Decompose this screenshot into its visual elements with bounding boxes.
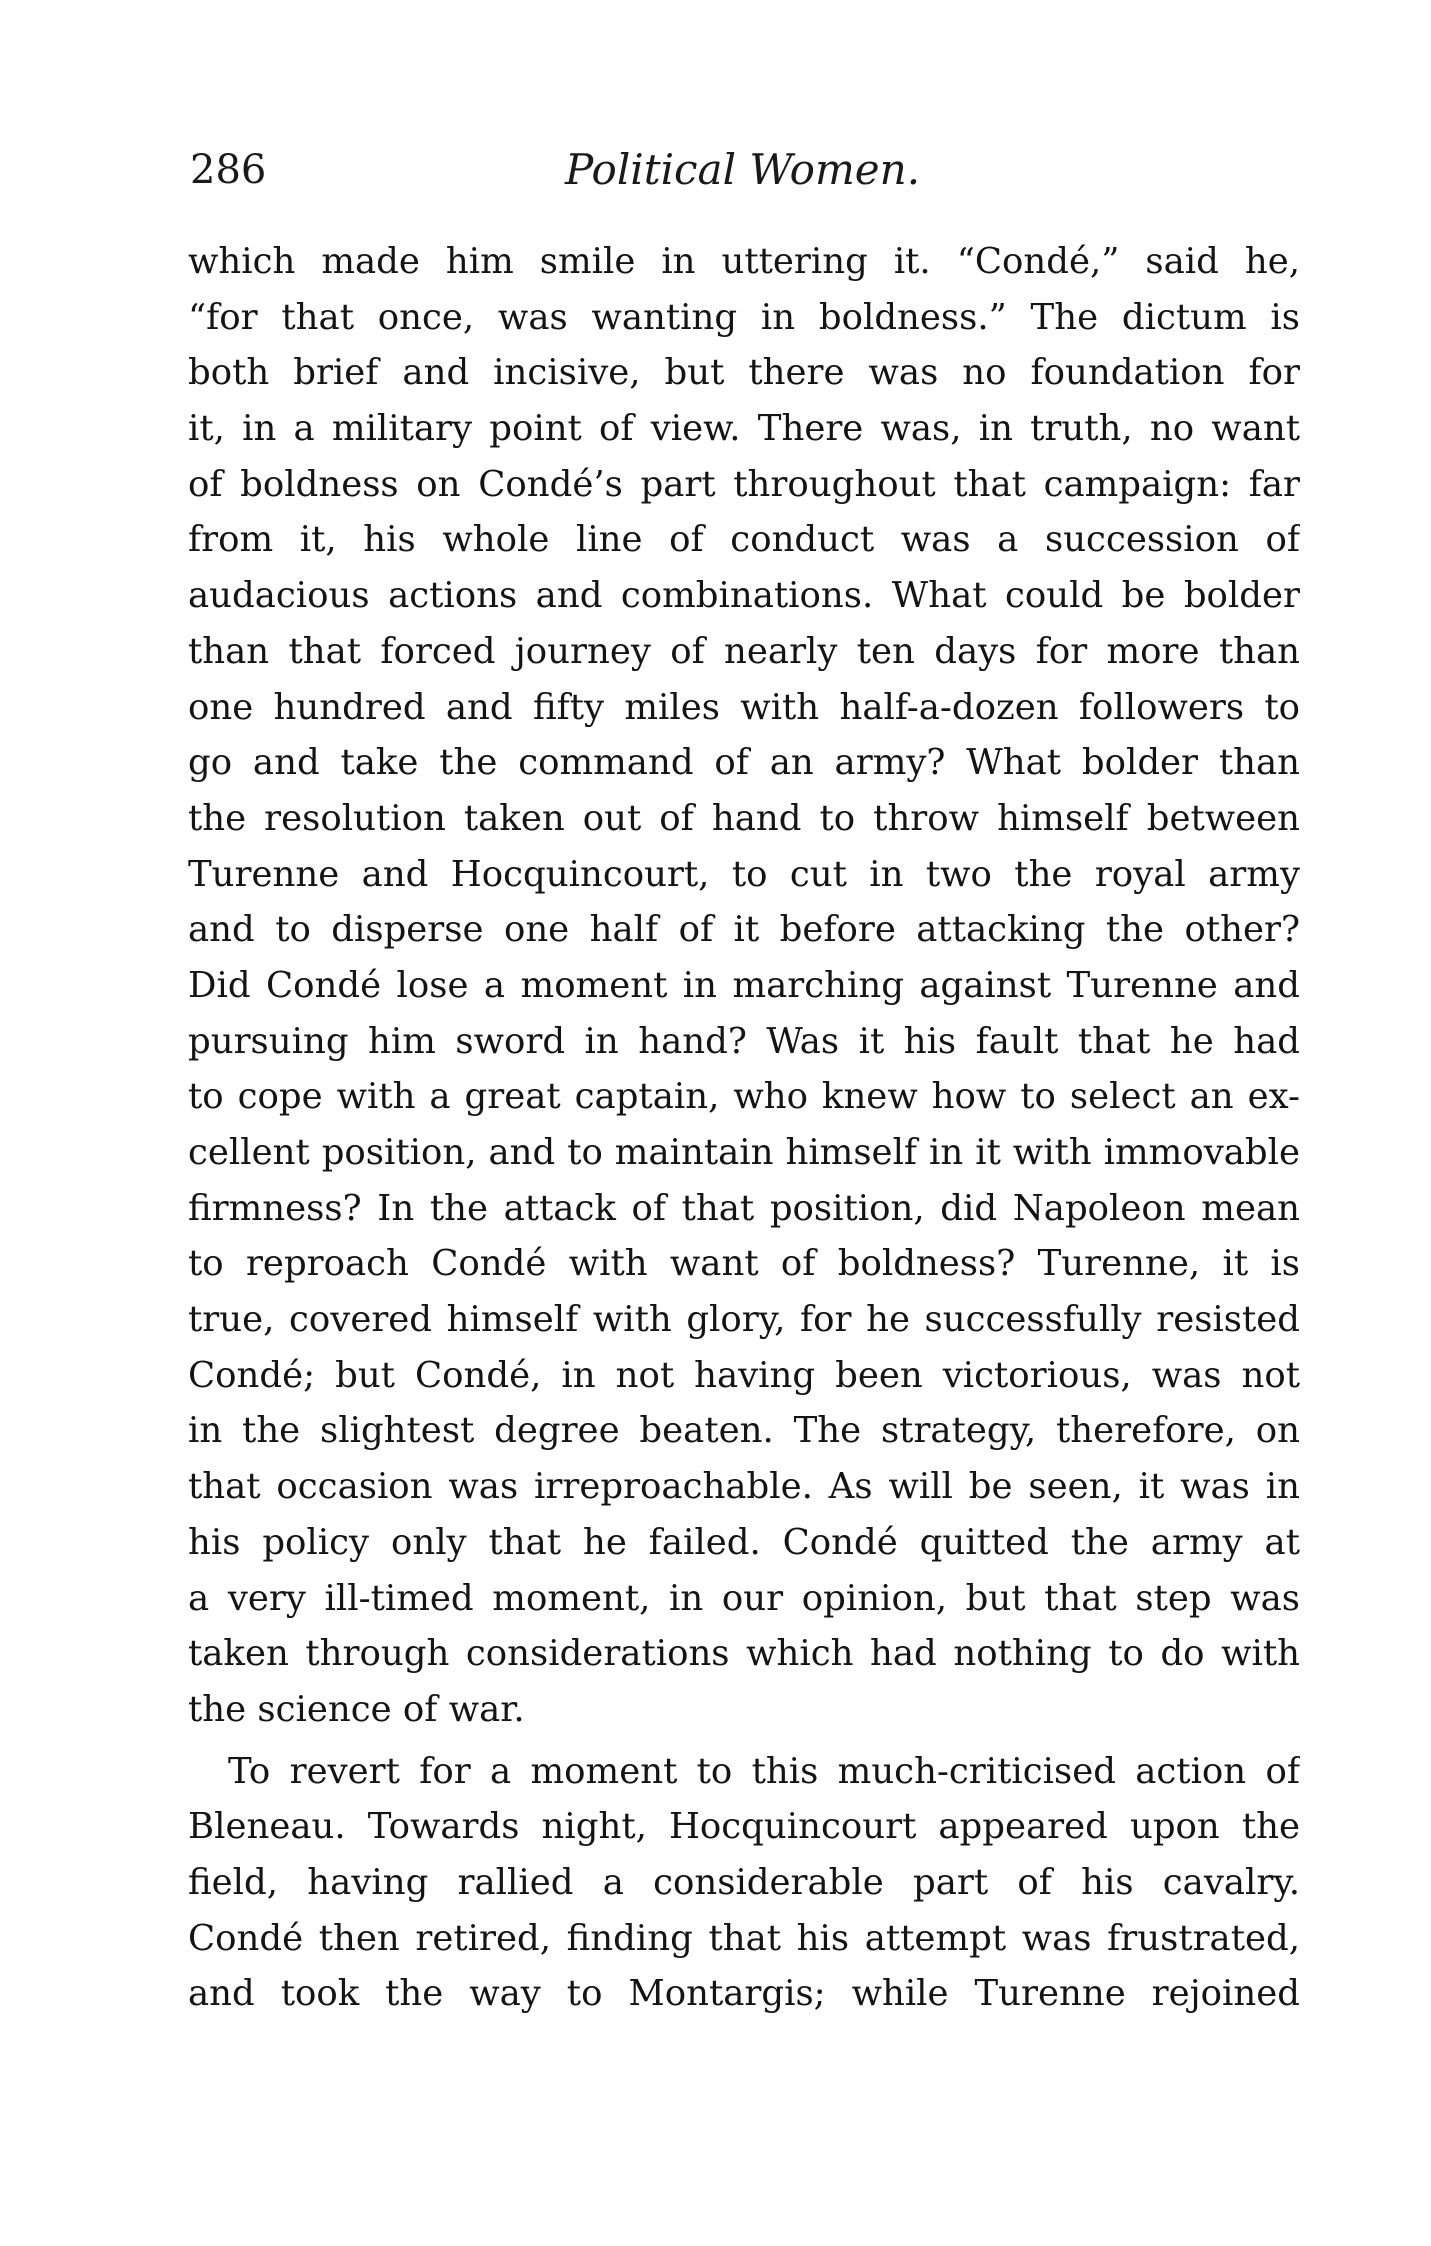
text-line: which made him smile in uttering it. “Condé,” said he, <box>188 241 1300 282</box>
running-title: Political Women. <box>565 145 921 194</box>
text-line: To revert for a moment to this much-criticised action of <box>228 1750 1300 1792</box>
text-line: the science of war. <box>188 1688 525 1730</box>
page-header <box>190 140 1310 200</box>
text-line: Bleneau. Towards night, Hocquincourt appeared upon the <box>188 1806 1300 1848</box>
text-line: to cope with a great captain, who knew how to select an ex- <box>188 1076 1300 1118</box>
text-line: Condé then retired, finding that his attempt was frustrated, <box>188 1917 1300 1959</box>
text-line: Did Condé lose a moment in marching against Turenne and <box>188 964 1300 1006</box>
text-line: field, having rallied a considerable part of his cavalry. <box>188 1861 1300 1903</box>
text-line: taken through considerations which had nothing to do with <box>188 1633 1300 1675</box>
text-line: true, covered himself with glory, for he successfully resisted <box>188 1299 1300 1341</box>
text-line: and took the way to Montargis; while Turenne rejoined <box>188 1973 1300 2015</box>
text-line: Turenne and Hocquincourt, to cut in two the royal army <box>188 853 1300 895</box>
text-line: “for that once, was wanting in boldness.” The dictum is <box>188 296 1300 338</box>
text-line: Condé; but Condé, in not having been victorious, was not <box>188 1354 1300 1396</box>
text-line: firmness? In the attack of that position, did Napoleon mean <box>188 1187 1300 1229</box>
text-line: from it, his whole line of conduct was a succession of <box>188 519 1300 561</box>
paragraph <box>188 234 1300 1738</box>
text-line: pursuing him sword in hand? Was it his fault that he had <box>188 1020 1300 1062</box>
text-line: in the slightest degree beaten. The strategy, therefore, on <box>188 1410 1300 1452</box>
text-line: it, in a military point of view. There was, in truth, no want <box>188 408 1300 450</box>
text-line: cellent position, and to maintain himself in it with immovable <box>188 1132 1300 1173</box>
text-line: both brief and incisive, but there was no foundation for <box>188 352 1300 394</box>
paragraph <box>188 1744 1300 2022</box>
text-line: audacious actions and combinations. What could be bolder <box>188 575 1300 617</box>
text-line: and to disperse one half of it before attacking the other? <box>188 909 1300 951</box>
text-line: a very ill-timed moment, in our opinion, but that step was <box>188 1577 1300 1619</box>
text-line: to reproach Condé with want of boldness? Turenne, it is <box>188 1243 1300 1285</box>
text-line: that occasion was irreproachable. As will be seen, it was in <box>188 1466 1300 1508</box>
text-line: his policy only that he failed. Condé quitted the army at <box>188 1521 1300 1563</box>
text-line: than that forced journey of nearly ten days for more than <box>188 630 1300 672</box>
text-line: of boldness on Condé’s part throughout that campaign: far <box>188 463 1300 505</box>
page-number: 286 <box>190 147 267 193</box>
text-line: one hundred and fifty miles with half-a-dozen followers to <box>188 686 1300 728</box>
text-line: go and take the command of an army? What bolder than <box>188 742 1300 784</box>
text-line: the resolution taken out of hand to throw himself between <box>188 797 1300 839</box>
page-body <box>188 234 1300 2022</box>
